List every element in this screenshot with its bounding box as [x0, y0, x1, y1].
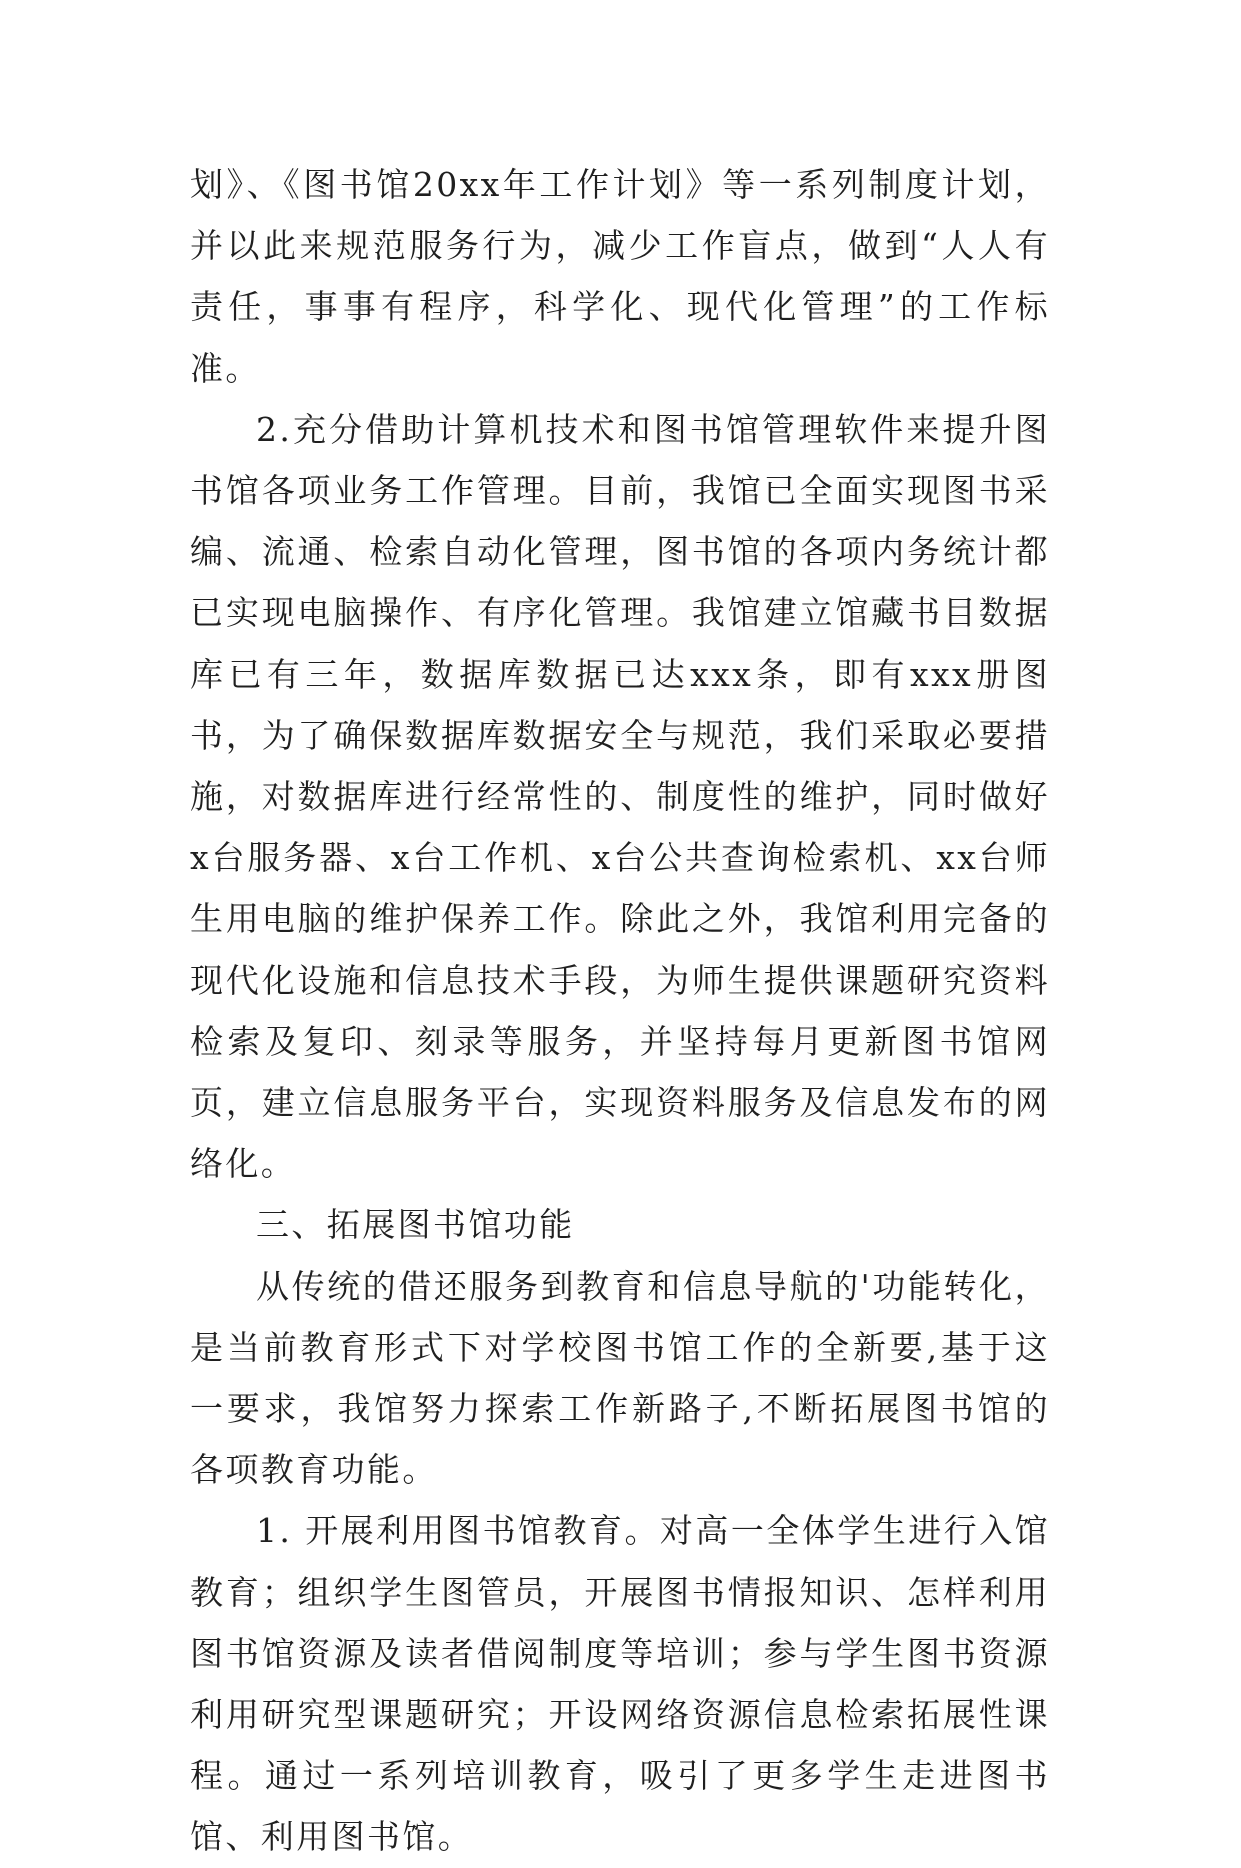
- paragraph-section-intro: 从传统的借还服务到教育和信息导航的'功能转化，是当前教育形式下对学校图书馆工作的全新要,基于这一要求，我馆努力探索工作新路子,不断拓展图书馆的各项教育功能。: [190, 1266, 1050, 1490]
- paragraph-item-1: 1. 开展利用图书馆教育。对高一全体学生进行入馆教育；组织学生图管员，开展图书情报知识、怎样利用图书馆资源及读者借阅制度等培训；参与学生图书资源利用研究型课题研究；开设网络资源信息检索拓展性课程。通过一系列培训教育，吸引了更多学生走进图书馆、利用图书馆。: [190, 1511, 1050, 1857]
- paragraph-continuation: 划》、《图书馆20xx年工作计划》等一系列制度计划，并以此来规范服务行为，减少工作盲点，做到“人人有责任，事事有程序，科学化、现代化管理”的工作标准。: [190, 165, 1050, 388]
- section-heading-3: 三、拓展图书馆功能: [256, 1205, 575, 1245]
- paragraph-item-2: 2.充分借助计算机技术和图书馆管理软件来提升图书馆各项业务工作管理。目前，我馆已全面实现图书采编、流通、检索自动化管理，图书馆的各项内务统计都已实现电脑操作、有序化管理。我馆建立馆藏书目数据库已有三年，数据库数据已达xxx条，即有xxx册图书，为了确保数据库数据安全与规范，我们采取必要措施，对数据库进行经常性的、制度性的维护，同时做好x台服务器、x台工作机、x台公共查询检索机、xx台师生用电脑的维护保养工作。除此之外，我馆利用完备的现代化设施和信息技术手段，为师生提供课题研究资料检索及复印、刻录等服务，并坚持每月更新图书馆网页，建立信息服务平台，实现资料服务及信息发布的网络化。: [190, 409, 1050, 1184]
- document-body: [190, 154, 1050, 1868]
